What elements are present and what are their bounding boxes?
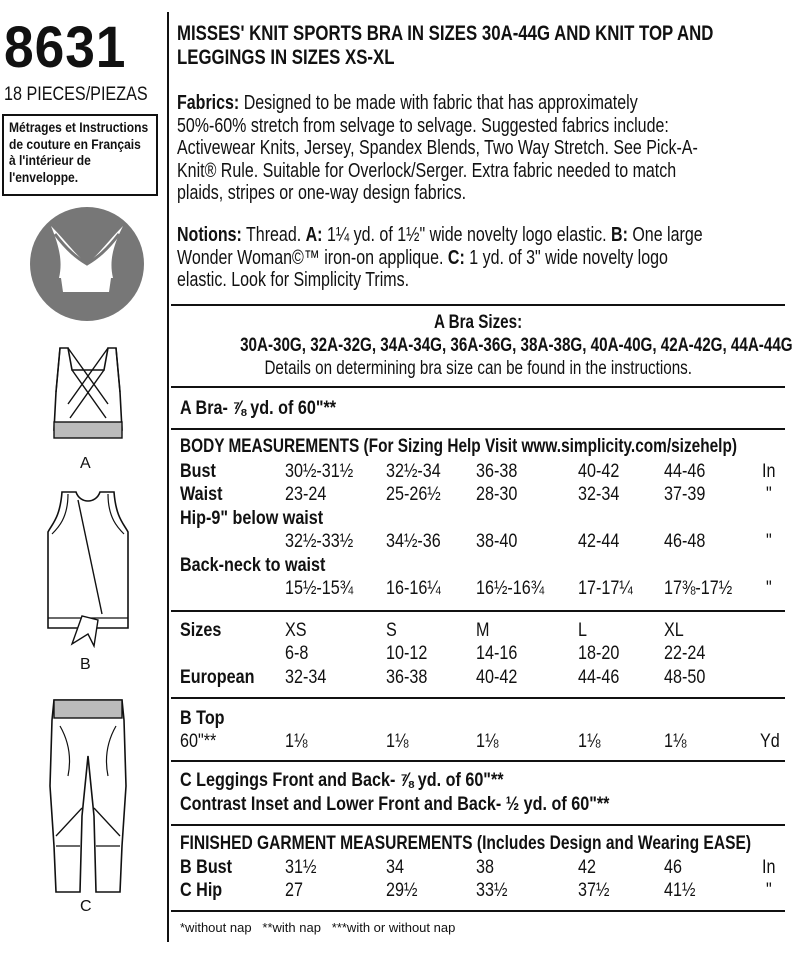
size-letter: S — [386, 620, 397, 641]
divider — [171, 428, 785, 430]
divider — [171, 386, 785, 388]
pattern-title — [177, 22, 713, 70]
notions-text: Thread. — [241, 224, 306, 246]
european-label: European — [180, 667, 255, 688]
divider — [171, 697, 785, 699]
french-note-line: à l'intérieur de — [9, 152, 91, 168]
view-a-sports-bra-drawing — [38, 344, 138, 444]
european-size: 32-34 — [285, 667, 327, 688]
contrast-yardage: Contrast Inset and Lower Front and Back- ½ yd. of 60"** — [180, 794, 610, 815]
notions-section — [177, 224, 703, 292]
yardage-cell: 1⅛ — [285, 731, 308, 752]
table-cell: 30½-31½ — [285, 461, 354, 482]
unit-label: " — [766, 531, 772, 552]
size-number: 10-12 — [386, 643, 428, 664]
body-measurements-heading: BODY MEASUREMENTS (For Sizing Help Visit www.simplicity.com/sizehelp) — [180, 436, 737, 457]
back-neck-label: Back-neck to waist — [180, 555, 326, 576]
view-c-key: C: — [447, 246, 465, 269]
size-letter: M — [476, 620, 490, 641]
size-letter: XS — [285, 620, 307, 641]
table-cell: 15½-15¾ — [285, 578, 354, 599]
fabrics-text: plaids, stripes or one-way design fabrics. — [177, 182, 467, 204]
table-cell: 38 — [476, 857, 494, 878]
unit-label: In — [762, 857, 776, 878]
view-b-key: B: — [611, 224, 628, 246]
notions-text: Wonder Woman©™ iron-on applique. — [177, 246, 448, 269]
nap-footnote: *without nap **with nap ***with or without nap — [180, 920, 456, 935]
unit-label: " — [766, 484, 772, 505]
table-cell: 37½ — [578, 880, 610, 901]
a-bra-yardage: A Bra- ⅞ yd. of 60"** — [180, 398, 337, 419]
table-cell: 23-24 — [285, 484, 327, 505]
unit-label: Yd — [760, 731, 780, 752]
title-line: LEGGINGS IN SIZES XS-XL — [177, 46, 395, 69]
sizes-label: Sizes — [180, 620, 222, 641]
table-cell: 41½ — [664, 880, 696, 901]
leggings-yardage: C Leggings Front and Back- ⅞ yd. of 60"** — [180, 770, 504, 791]
fabrics-text: Designed to be made with fabric that has approximately — [239, 92, 638, 114]
bra-sizes-heading: A Bra Sizes: — [433, 312, 523, 333]
fabrics-text: Activewear Knits, Jersey, Spandex Blends, Two Way Stretch. See Pick-A- — [177, 137, 698, 159]
vertical-divider — [167, 12, 169, 942]
notions-text: 1¼ yd. of 1½" wide novelty logo elastic. — [322, 224, 612, 246]
logo-bra-band — [61, 278, 111, 292]
waist-label: Waist — [180, 484, 223, 505]
fabrics-section — [177, 92, 698, 205]
hip-label: Hip-9" below waist — [180, 508, 324, 529]
divider — [171, 760, 785, 762]
divider — [171, 824, 785, 826]
bra-sizes-list: 30A-30G, 32A-32G, 34A-34G, 36A-36G, 38A-38G, 40A-40G, 42A-42G, 44A-44G — [240, 335, 793, 356]
bust-label: Bust — [180, 461, 216, 482]
european-size: 40-42 — [476, 667, 518, 688]
view-c-leggings-drawing — [38, 696, 138, 896]
table-cell: 32½-33½ — [285, 531, 354, 552]
table-cell: 32-34 — [578, 484, 620, 505]
bra-sizes-note: Details on determining bra size can be found in the instructions. — [264, 358, 692, 379]
pattern-number: 8631 — [4, 15, 127, 80]
view-a-label: A — [80, 455, 91, 472]
table-cell: 25-26½ — [386, 484, 441, 505]
size-number: 18-20 — [578, 643, 620, 664]
french-note-line: Métrages et Instructions — [9, 119, 149, 135]
view-c-label: C — [80, 898, 92, 915]
yardage-cell: 1⅛ — [386, 731, 409, 752]
european-size: 44-46 — [578, 667, 620, 688]
divider — [171, 304, 785, 306]
fabrics-text: Knit® Rule. Suitable for Overlock/Serger. Extra fabric needed to match — [177, 159, 677, 182]
table-cell: 37-39 — [664, 484, 706, 505]
table-cell: 44-46 — [664, 461, 706, 482]
notions-label: Notions: — [177, 224, 242, 246]
yardage-cell: 1⅛ — [578, 731, 601, 752]
european-size: 48-50 — [664, 667, 706, 688]
finished-measurements-heading: FINISHED GARMENT MEASUREMENTS (Includes Design and Wearing EASE) — [180, 833, 752, 854]
table-cell: 16½-16¾ — [476, 578, 545, 599]
notions-text: elastic. Look for Simplicity Trims. — [177, 269, 410, 291]
divider — [171, 910, 785, 912]
table-cell: 27 — [285, 880, 303, 901]
table-cell: 34½-36 — [386, 531, 441, 552]
notions-text: One large — [627, 224, 703, 246]
view-b-knit-top-drawing — [38, 488, 138, 648]
piece-count: 18 PIECES/PIEZAS — [4, 84, 148, 105]
european-size: 36-38 — [386, 667, 428, 688]
divider — [171, 610, 785, 612]
table-cell: 17-17¼ — [578, 578, 633, 599]
notions-text: 1 yd. of 3" wide novelty logo — [464, 246, 668, 269]
b-top-label: B Top — [180, 708, 225, 729]
table-cell: 29½ — [386, 880, 418, 901]
view-b-label: B — [80, 656, 91, 673]
unit-label: In — [762, 461, 776, 482]
size-letter: XL — [664, 620, 684, 641]
french-note-line: de couture en Français — [9, 135, 141, 152]
table-cell: 16-16¼ — [386, 578, 441, 599]
size-number: 14-16 — [476, 643, 518, 664]
table-cell: 42-44 — [578, 531, 620, 552]
table-cell: 36-38 — [476, 461, 518, 482]
view-a-key: A: — [305, 224, 323, 246]
unit-label: " — [766, 880, 772, 901]
unit-label: " — [766, 578, 772, 599]
table-cell: 40-42 — [578, 461, 620, 482]
table-cell: 46-48 — [664, 531, 706, 552]
table-cell: 42 — [578, 857, 596, 878]
size-letter: L — [578, 620, 587, 641]
table-cell: 33½ — [476, 880, 508, 901]
table-cell: 31½ — [285, 857, 317, 878]
size-number: 6-8 — [285, 643, 309, 664]
table-cell: 46 — [664, 857, 682, 878]
bra-logo-illustration — [29, 206, 145, 322]
table-cell: 17⅜-17½ — [664, 578, 733, 599]
table-cell: 38-40 — [476, 531, 518, 552]
table-cell: 32½-34 — [386, 461, 441, 482]
french-instructions-box — [2, 114, 158, 196]
yardage-cell: 1⅛ — [664, 731, 687, 752]
title-line: MISSES' KNIT SPORTS BRA IN SIZES 30A-44G AND KNIT TOP AND — [177, 22, 714, 45]
table-cell: 34 — [386, 857, 404, 878]
finished-bust-label: B Bust — [180, 857, 233, 878]
yardage-cell: 1⅛ — [476, 731, 499, 752]
finished-hip-label: C Hip — [180, 880, 223, 901]
table-cell: 28-30 — [476, 484, 518, 505]
fabrics-text: 50%-60% stretch from selvage to selvage. Suggested fabrics include: — [177, 114, 669, 137]
b-top-width: 60"** — [180, 731, 217, 752]
fabrics-label: Fabrics: — [177, 92, 240, 114]
french-note-line: l'enveloppe. — [9, 168, 79, 185]
size-number: 22-24 — [664, 643, 706, 664]
